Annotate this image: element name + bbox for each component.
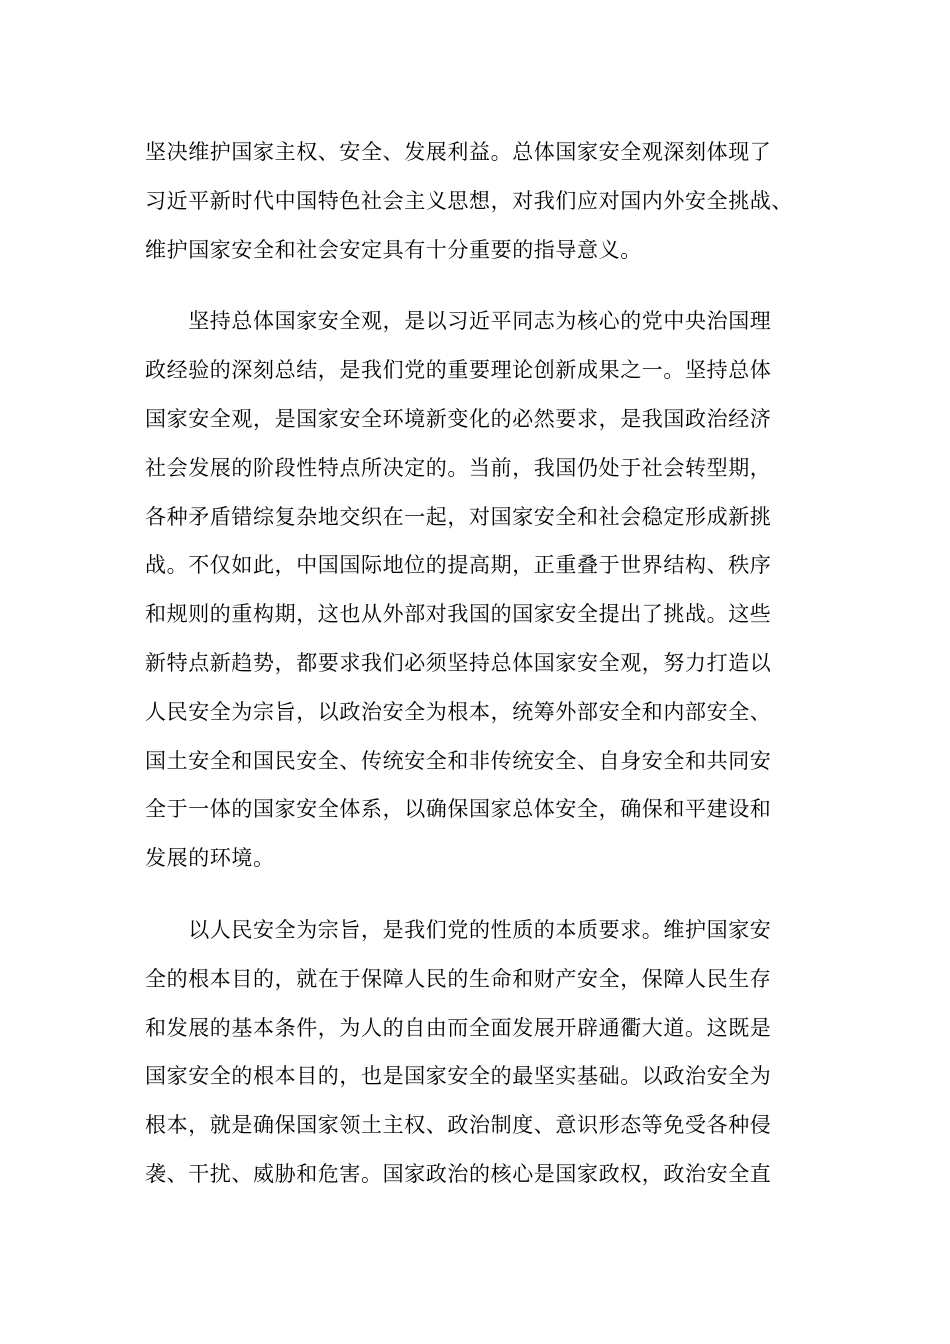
text-line: 发展的环境。 <box>145 846 275 871</box>
text-line: 政经验的深刻总结，是我们党的重要理论创新成果之一。坚持总体 <box>145 358 772 383</box>
text-line: 各种矛盾错综复杂地交织在一起，对国家安全和社会稳定形成新挑 <box>145 504 772 529</box>
text-line: 战。不仅如此，中国国际地位的提高期，正重叠于世界结构、秩序 <box>145 553 772 578</box>
text-line: 国家安全的根本目的，也是国家安全的最坚实基础。以政治安全为 <box>145 1064 772 1089</box>
paragraph-spacer <box>145 883 805 906</box>
text-line: 根本，就是确保国家领土主权、政治制度、意识形态等免受各种侵 <box>145 1113 772 1138</box>
paragraph-2 <box>145 297 805 883</box>
document-body <box>145 128 805 1199</box>
text-line: 全的根本目的，就在于保障人民的生命和财产安全，保障人民生存 <box>145 966 772 991</box>
paragraph-1 <box>145 128 805 274</box>
text-line: 和规则的重构期，这也从外部对我国的国家安全提出了挑战。这些 <box>145 602 772 627</box>
text-line: 以人民安全为宗旨，是我们党的性质的本质要求。维护国家安 <box>145 917 772 942</box>
text-line: 坚决维护国家主权、安全、发展利益。总体国家安全观深刻体现了 <box>145 140 772 164</box>
text-line: 新特点新趋势，都要求我们必须坚持总体国家安全观，努力打造以 <box>145 650 772 675</box>
text-line: 国土安全和国民安全、传统安全和非传统安全、自身安全和共同安 <box>145 748 772 773</box>
text-line: 国家安全观，是国家安全环境新变化的必然要求，是我国政治经济 <box>145 406 772 431</box>
text-line: 袭、干扰、威胁和危害。国家政治的核心是国家政权，政治安全直 <box>145 1161 772 1186</box>
text-line: 全于一体的国家安全体系，以确保国家总体安全，确保和平建设和 <box>145 797 772 822</box>
text-line: 习近平新时代中国特色社会主义思想，对我们应对国内外安全挑战、 <box>145 188 793 213</box>
text-line: 人民安全为宗旨，以政治安全为根本，统筹外部安全和内部安全、 <box>145 699 772 724</box>
text-line: 维护国家安全和社会安定具有十分重要的指导意义。 <box>145 237 642 262</box>
text-line: 和发展的基本条件，为人的自由而全面发展开辟通衢大道。这既是 <box>145 1015 772 1040</box>
text-line: 社会发展的阶段性特点所决定的。当前，我国仍处于社会转型期， <box>145 455 772 480</box>
paragraph-3 <box>145 906 805 1199</box>
text-line: 坚持总体国家安全观，是以习近平同志为核心的党中央治国理 <box>145 309 772 334</box>
paragraph-spacer <box>145 274 805 297</box>
